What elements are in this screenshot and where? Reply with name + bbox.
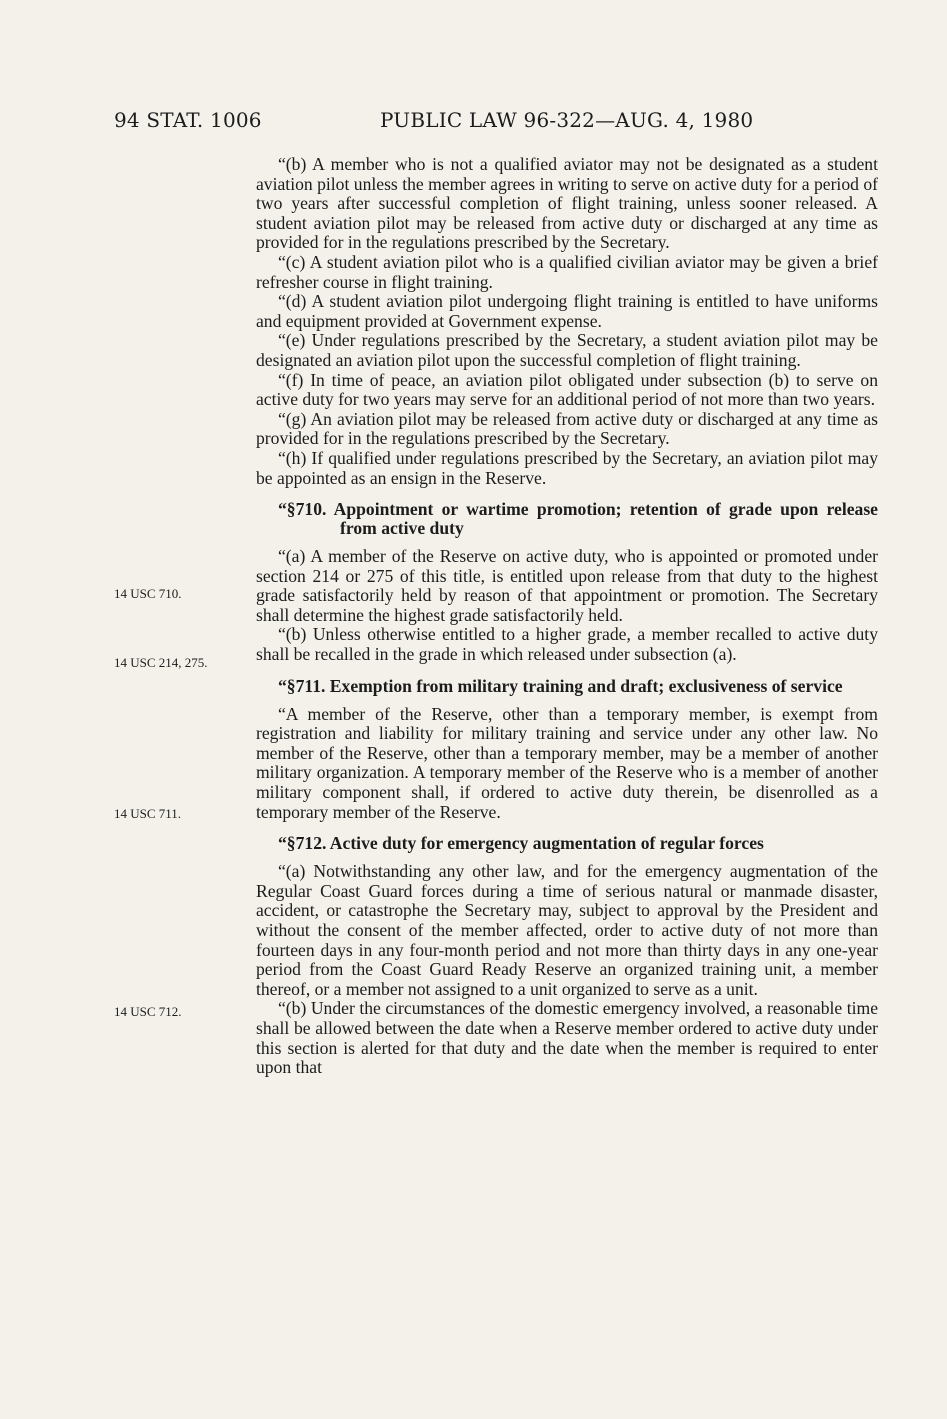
running-header: PUBLIC LAW 96-322—AUG. 4, 1980 xyxy=(380,108,754,132)
margin-note-712: 14 USC 712. xyxy=(114,1004,182,1019)
paragraph-g: “(g) An aviation pilot may be released from active duty or discharged at any time as provided for in the regulations prescribed by the Secretary. xyxy=(256,408,878,449)
paragraph-e: “(e) Under regulations prescribed by the Secretary, a student aviation pilot may be designated an aviation pilot upon the successful completion of flight training. xyxy=(256,330,878,370)
statute-page-number: 94 STAT. 1006 xyxy=(114,108,262,132)
paragraph-h: “(h) If qualified under regulations prescribed by the Secretary, an aviation pilot may be appointed as an ensign in the Reserve. xyxy=(256,447,878,488)
body-text xyxy=(256,155,878,1078)
paragraph-711: “A member of the Reserve, other than a temporary member, is exempt from registration and liability for military training and service under any other law. No member of the Reserve, other than a temporary member, may be a member of another military organization. A temporary member of the Reserve who is a member of another military component shall, if ordered to active duty therein, be disenrolled as a temporary member of the Reserve. xyxy=(256,703,878,822)
paragraph-d: “(d) A student aviation pilot undergoing flight training is entitled to have uniforms and equipment provided at Government expense. xyxy=(256,291,878,331)
section-heading-710: “§710. Appointment or wartime promotion; retention of grade upon release from active duty xyxy=(278,499,878,539)
margin-note-214-275: 14 USC 214, 275. xyxy=(114,655,208,670)
section-heading-712: “§712. Active duty for emergency augmentation of regular forces xyxy=(278,833,764,854)
margin-note-710: 14 USC 710. xyxy=(114,586,182,601)
paragraph-710-a: “(a) A member of the Reserve on active duty, who is appointed or promoted under section 214 or 275 of this title, is entitled upon release from that duty to the highest grade satisfactorily held by reason of that appointment or promotion. The Secretary shall determine the highest grade satisfactorily held. xyxy=(256,546,878,625)
margin-note-711: 14 USC 711. xyxy=(114,806,182,821)
paragraph-f: “(f) In time of peace, an aviation pilot obligated under subsection (b) to serve on active duty for two years may serve for an additional period of not more than two years. xyxy=(256,369,878,410)
paragraph-712-b: “(b) Under the circumstances of the domestic emergency involved, a reasonable time shall be allowed between the date when a Reserve member ordered to active duty under this section is alerted for that duty and the date when the member is required to enter upon that xyxy=(256,998,878,1078)
paragraph-c: “(c) A student aviation pilot who is a qualified civilian aviator may be given a brief refresher course in flight training. xyxy=(256,251,878,292)
paragraph-712-a: “(a) Notwithstanding any other law, and for the emergency augmentation of the Regular Coast Guard forces during a time of serious natural or manmade disaster, accident, or catastrophe the Secretary may, subject to approval by the President and without the consent of the member affected, order to active duty of not more than fourteen days in any four-month period and not more than thirty days in any one-year period from the Coast Guard Ready Reserve an organized training unit, a member thereof, or a member not assigned to a unit organized to serve as a unit. xyxy=(256,861,878,999)
section-heading-711: “§711. Exemption from military training and draft; exclusiveness of service xyxy=(278,675,843,696)
paragraph-710-b: “(b) Unless otherwise entitled to a higher grade, a member recalled to active duty shall be recalled in the grade in which released under subsection (a). xyxy=(256,624,878,665)
paragraph-b: “(b) A member who is not a qualified aviator may not be designated as a student aviation pilot unless the member agrees in writing to serve on active duty for a period of two years after successful completion of flight training, unless sooner released. A student aviation pilot may be released from active duty or discharged at any time as provided for in the regulations prescribed by the Secretary. xyxy=(256,154,878,253)
